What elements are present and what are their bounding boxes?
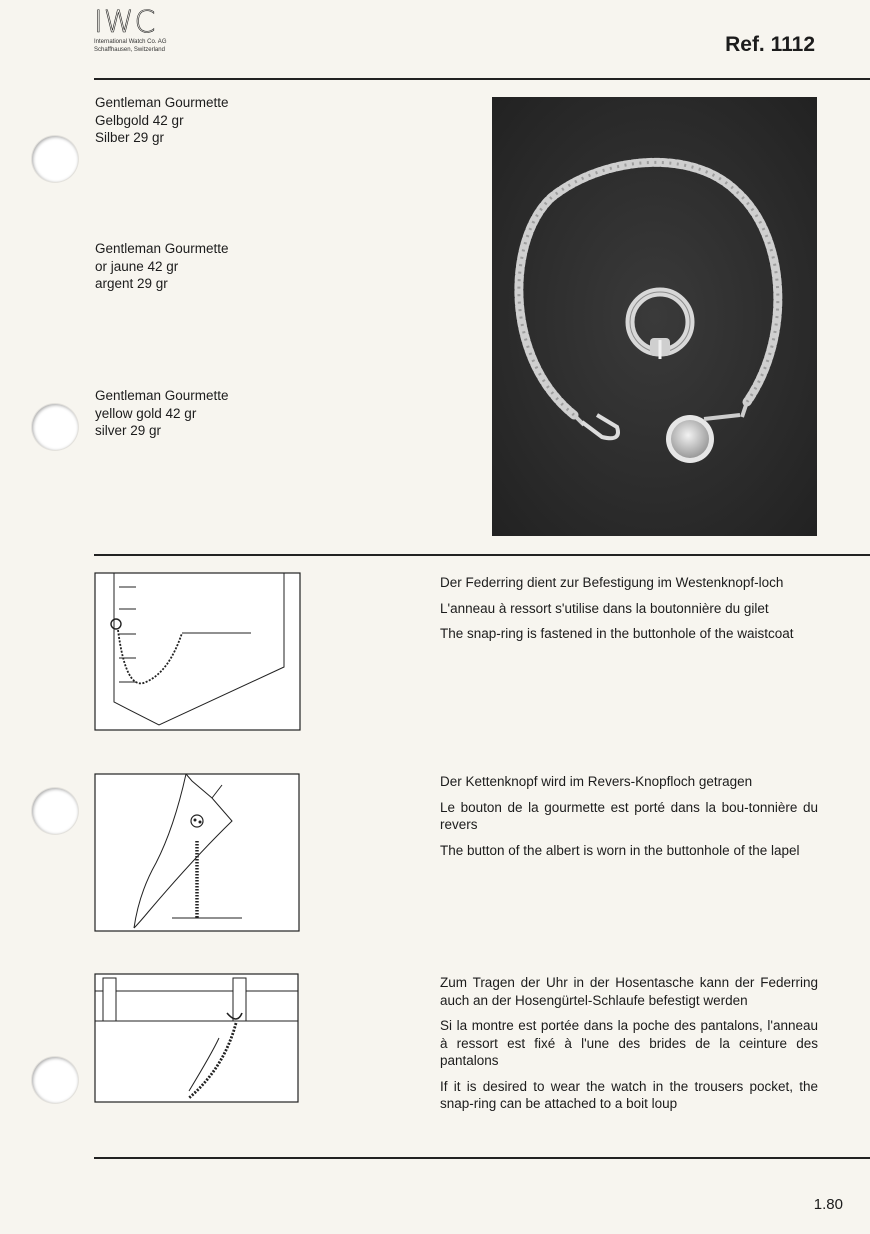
instruction-snap-ring: [440, 574, 818, 651]
section-divider: [94, 554, 870, 556]
logo-location: Schaffhausen, Switzerland: [94, 47, 165, 53]
instruction-english: If it is desired to wear the watch in the trousers pocket, the snap-ring can be attached to a boit loup: [440, 1078, 818, 1111]
instruction-english: The button of the albert is worn in the buttonhole of the lapel: [440, 842, 800, 858]
gold-weight: yellow gold 42 gr: [95, 405, 197, 421]
instruction-german: Der Federring dient zur Befestigung im Westenknopf-loch: [440, 575, 784, 590]
gold-weight: or jaune 42 gr: [95, 258, 179, 274]
binder-hole: [32, 136, 78, 182]
instruction-german: Zum Tragen der Uhr in der Hosentasche kann der Federring auch an der Hosengürtel-Schlaufe befestigt werden: [440, 975, 818, 1008]
product-name: Gentleman Gourmette: [95, 95, 229, 110]
binder-hole: [32, 788, 78, 834]
waistcoat-diagram: [94, 572, 302, 732]
page-number: 1.80: [813, 1196, 843, 1213]
instruction-german: Der Kettenknopf wird im Revers-Knopfloch getragen: [440, 774, 753, 789]
lapel-diagram: [94, 773, 302, 933]
silver-weight: Silber 29 gr: [95, 130, 165, 145]
instruction-french: L'anneau à ressort s'utilise dans la boutonnière du gilet: [440, 600, 769, 616]
silver-weight: argent 29 gr: [95, 276, 168, 291]
product-name: Gentleman Gourmette: [95, 241, 229, 256]
binder-hole: [32, 404, 78, 450]
instruction-french: Le bouton de la gourmette est porté dans la bou-tonnière du revers: [440, 799, 818, 832]
gold-weight: Gelbgold 42 gr: [95, 112, 184, 128]
reference-number: Ref. 1112: [725, 33, 815, 56]
silver-weight: silver 29 gr: [95, 423, 162, 438]
header-divider: [94, 78, 870, 80]
instruction-french: Si la montre est portée dans la poche des pantalons, l'anneau à ressort est fixé à l'une des brides de la ceinture des pantalons: [440, 1018, 818, 1068]
binder-hole: [32, 1057, 78, 1103]
description-french: [95, 240, 229, 293]
product-name: Gentleman Gourmette: [95, 388, 229, 403]
logo-mark: IWC: [94, 5, 157, 40]
description-english: [95, 387, 229, 440]
instruction-trousers: [440, 974, 818, 1121]
description-german: [95, 94, 229, 147]
iwc-logo: [94, 5, 204, 54]
chain-photo: [492, 97, 817, 536]
instruction-lapel: [440, 773, 818, 867]
footer-divider: [94, 1157, 870, 1159]
instruction-english: The snap-ring is fastened in the buttonhole of the waistcoat: [440, 626, 794, 641]
trousers-diagram: [94, 973, 302, 1103]
logo-company-name: International Watch Co. AG: [94, 39, 167, 45]
